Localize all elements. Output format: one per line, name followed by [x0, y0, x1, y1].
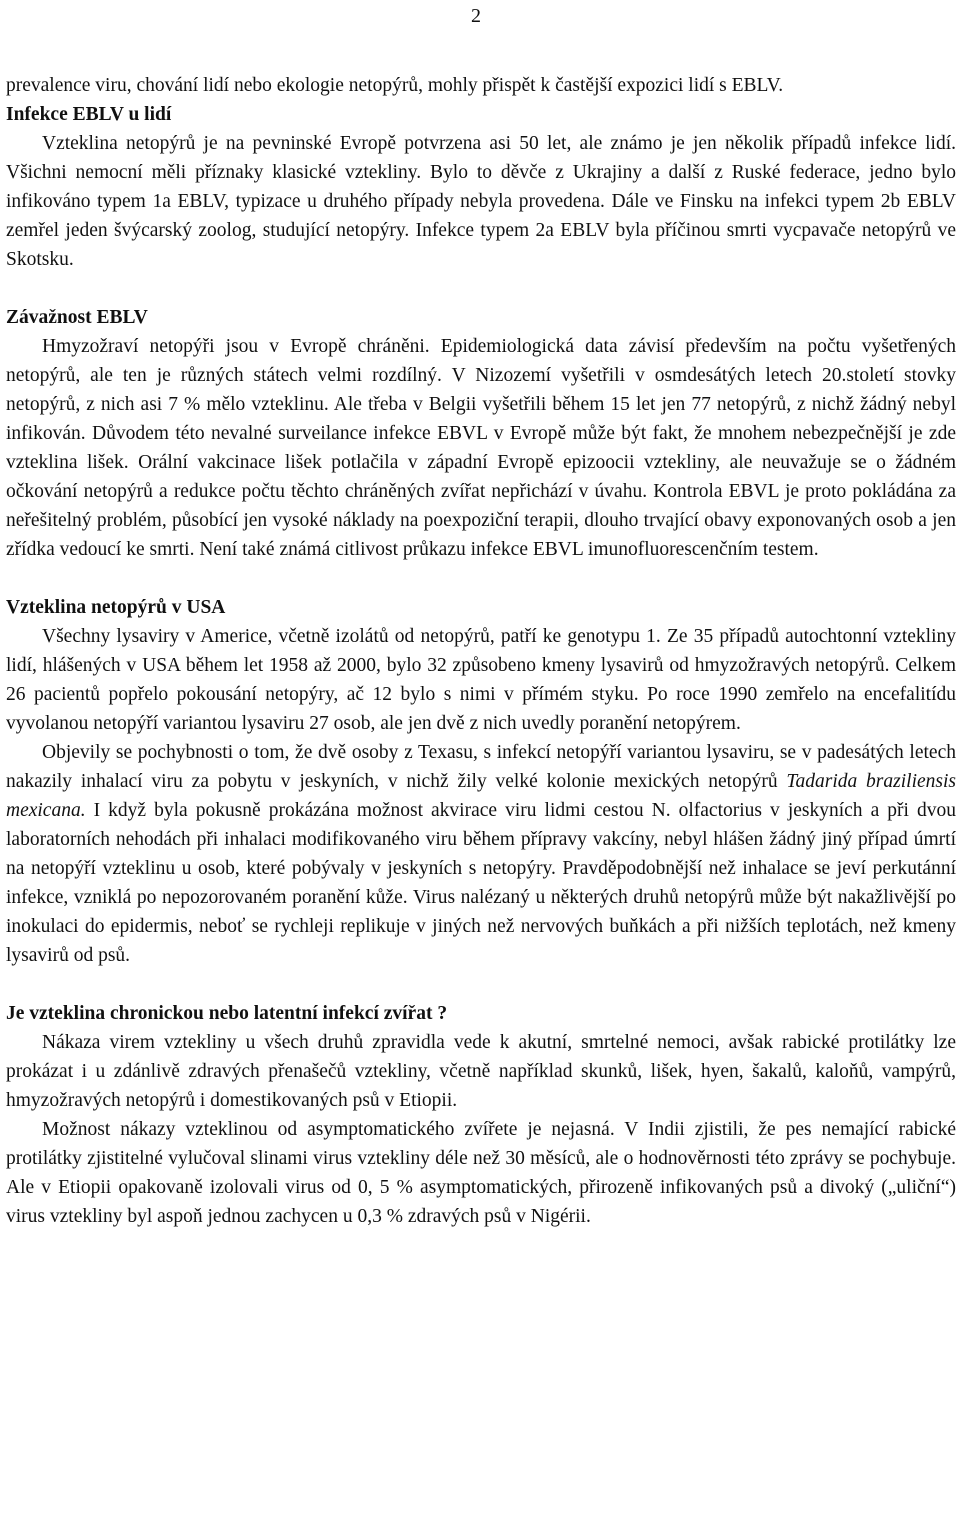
paragraph-usa-2-text-b: I když byla pokusně prokázána možnost akvirace viru lidmi cestou N. olfactorius v jeskyních a při dvou laboratorních nehodách při inhalaci modifikovaného viru během přípravy vakcíny, nebyl hlášen žádný jiný případ úmrtí na netopýří vzteklinu u osob, které pobývaly v jeskyních s netopýry. Pravděpodobnější než inhalace se jeví perkutánní infekce, vzniklá po nepozorovaném poranění kůže. Virus nalézaný u některých druhů netopýrů může být nakažlivější po inokulaci do epidermis, neboť se rychleji replikuje v jiných než nervových buňkách a při nižších teplotách, než kmeny lysavirů od psů. — [6, 800, 956, 966]
spacer — [6, 564, 956, 593]
paragraph-usa-1: Všechny lysaviry v Americe, včetně izolátů od netopýrů, patří ke genotypu 1. Ze 35 případů autochtonní vztekliny lidí, hlášených v USA během let 1958 až 2000, bylo 32 způsobeno kmeny lysavirů od hmyzožravých netopýrů. Celkem 26 pacientů popřelo pokousání netopýry, ač 12 bylo s nimi v přímém styku. Po roce 1990 zemřelo na encefalitídu vyvolanou netopýří variantou lysaviru 27 osob, ale jen dvě z nich uvedly poranění netopýrem. — [6, 626, 956, 734]
intro-paragraph: prevalence viru, chování lidí nebo ekologie netopýrů, mohly přispět k častější expozici lidí s EBLV. — [6, 75, 784, 96]
paragraph-human-infection: Vzteklina netopýrů je na pevninské Evropě potvrzena asi 50 let, ale známo je jen několik případů infekce lidí. Všichni nemocní měli příznaky klasické vztekliny. Bylo to děvče z Ukrajiny a další z Ruské federace, jedno bylo infikováno typem 1a EBLV, typizace u druhého případy nebyla provedena. Dále ve Finsku na infekci typem 2b EBLV zemřel jeden švýcarský zoolog, studující netopýry. Infekce typem 2a EBLV byla příčinou smrti vycpavače netopýrů ve Skotsku. — [6, 133, 956, 270]
section-heading-severity: Závažnost EBLV — [6, 307, 148, 328]
section-heading-chronic: Je vzteklina chronickou nebo latentní infekcí zvířat ? — [6, 1003, 448, 1024]
paragraph-chronic-1: Nákaza virem vztekliny u všech druhů zpravidla vede k akutní, smrtelné nemoci, avšak rabické protilátky lze prokázat i u zdánlivě zdravých přenašečů vztekliny, včetně například skunků, lišek, hyen, šakalů, kaloňů, vampýrů, hmyzožravých netopýrů i domestikovaných psů v Etiopii. — [6, 1032, 956, 1111]
paragraph-usa-2 — [6, 738, 956, 970]
spacer — [6, 970, 956, 999]
section-heading-human-infection: Infekce EBLV u lidí — [6, 104, 172, 125]
paragraph-severity: Hmyzožraví netopýři jsou v Evropě chráněni. Epidemiologická data závisí především na počtu vyšetřených netopýrů, ale ten je různých státech velmi rozdílný. V Nizozemí vyšetřili v osmdesátých letech 20.století stovky netopýrů, z nich asi 7 % mělo vzteklinu. Ale třeba v Belgii vyšetřili během 15 let jen 77 netopýrů, z nichž žádný nebyl infikován. Důvodem této nevalné surveilance infekce EBVL v Evropě může být fakt, že mnohem nebezpečnější je zde vzteklina lišek. Orální vakcinace lišek potlačila v západní Evropě epizoocii vztekliny, ale neuvažuje se o žádném očkování netopýrů a redukce počtu těchto chráněných zvířat nepřichází v úvahu. Kontrola EBVL je proto pokládána za neřešitelný problém, působící jen vysoké náklady na poexpoziční terapii, dlouho trvající obavy exponovaných osob a jen zřídka vedoucí ke smrti. Není také známá citlivost průkazu infekce EBVL imunofluorescenčním testem. — [6, 336, 956, 560]
paragraph-chronic-2: Možnost nákazy vzteklinou od asymptomatického zvířete je nejasná. V Indii zjistili, že pes nemající rabické protilátky zjistitelné vylučoval slinami virus vztekliny déle než 30 měsíců, ale o hodnověrnosti této zprávy se pochybuje. Ale v Etiopii opakovaně izolovali virus od 0, 5 % asymptomatických, přirozeně infikovaných psů a divoký („uliční“) virus vztekliny byl aspoň jednou zachycen u 0,3 % zdravých psů v Nigérii. — [6, 1119, 956, 1227]
section-heading-usa: Vzteklina netopýrů v USA — [6, 597, 226, 618]
species-name: Tadarida braziliensis mexicana. — [6, 771, 956, 821]
spacer — [6, 274, 956, 303]
page-number: 2 — [471, 5, 481, 27]
document-body — [6, 71, 956, 1231]
paragraph-usa-2-text-a: Objevily se pochybnosti o tom, že dvě osoby z Texasu, s infekcí netopýří variantou lysaviru, se v padesátých letech nakazily inhalací viru za pobytu v jeskyních, v nichž žily velké kolonie mexických netopýrů — [6, 742, 956, 792]
